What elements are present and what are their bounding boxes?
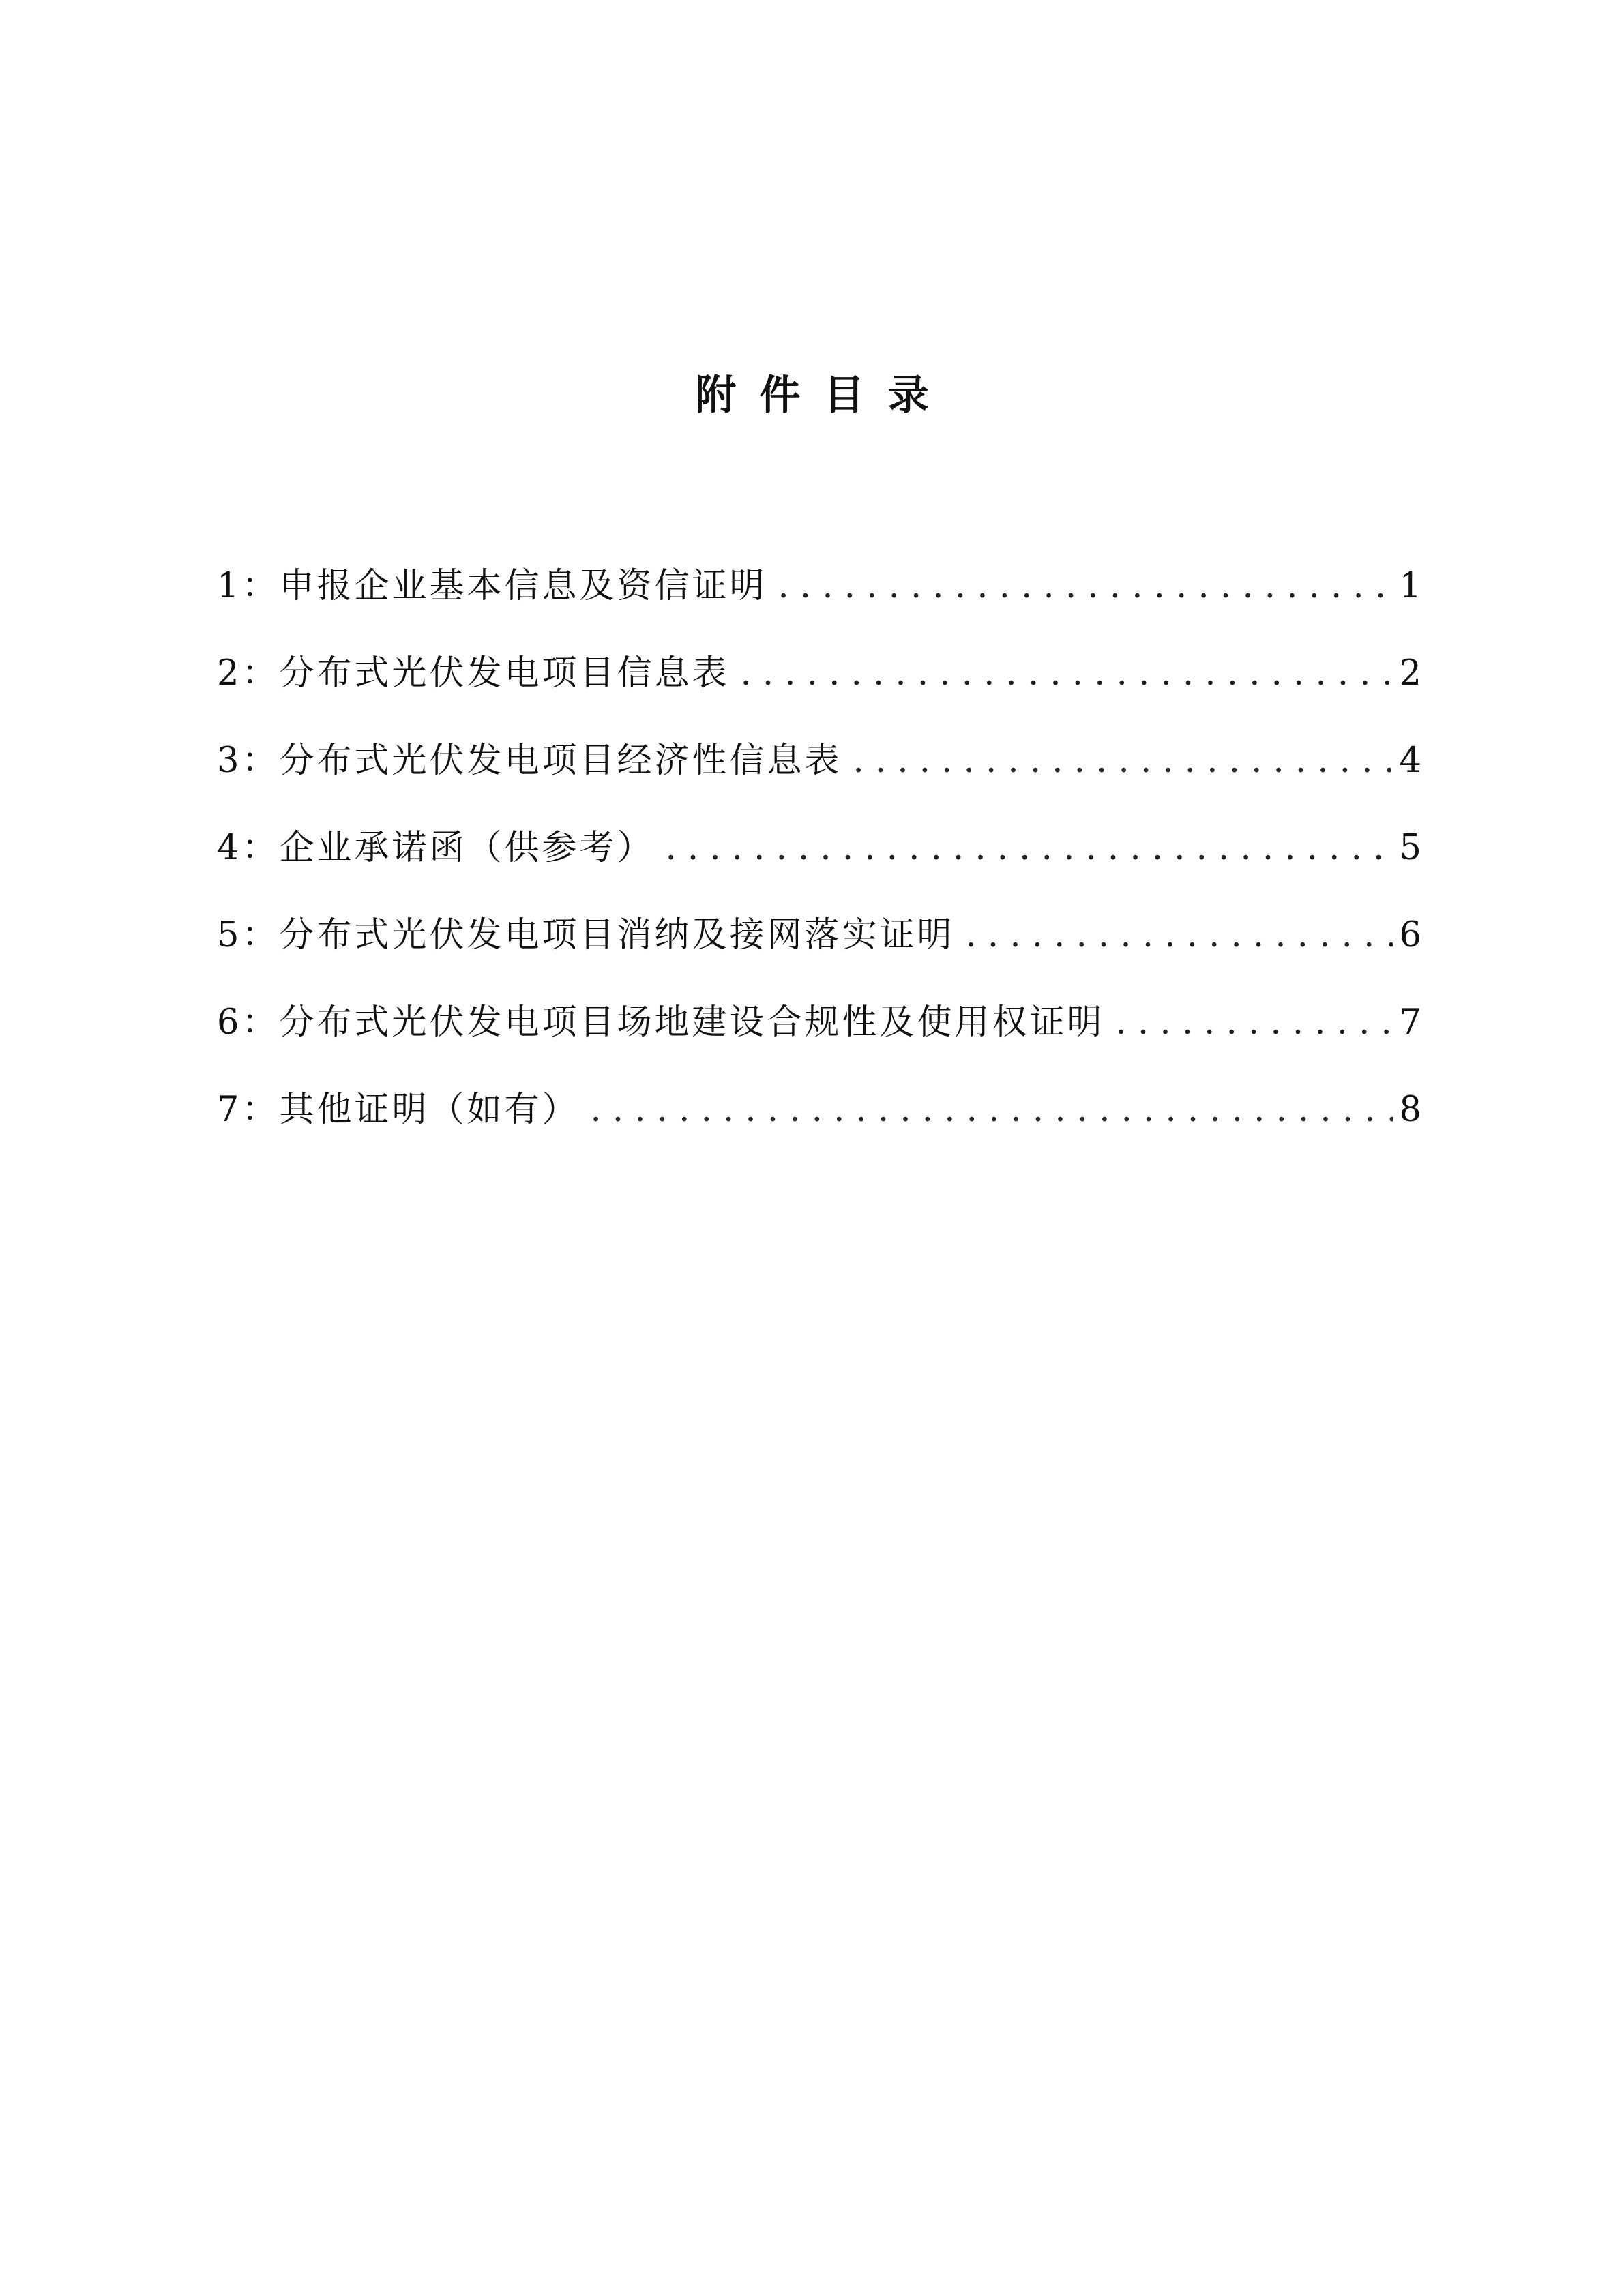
toc-dot-leader (590, 1079, 1392, 1141)
toc-entry-page: 5 (1399, 828, 1421, 868)
toc-entry-number: 7： (217, 1090, 280, 1130)
toc-entry (217, 643, 1421, 730)
toc-entry-title: 其他证明（如有） (279, 1090, 580, 1130)
toc-entry-page: 8 (1399, 1090, 1421, 1130)
toc-entry-title: 企业承诺函（供参考） (279, 828, 655, 868)
toc-entry (217, 1079, 1421, 1167)
toc-entry (217, 556, 1421, 643)
toc-entry-page: 6 (1399, 915, 1421, 955)
toc-dot-leader (665, 818, 1392, 879)
toc-dot-leader (1115, 992, 1392, 1054)
toc-entry-number: 3： (217, 741, 280, 781)
toc-entry-title: 分布式光伏发电项目经济性信息表 (279, 741, 842, 781)
toc-entry-page: 2 (1399, 653, 1421, 694)
toc-entry-page: 1 (1399, 566, 1421, 606)
toc-dot-leader (740, 643, 1392, 704)
toc-entry-title: 分布式光伏发电项目消纳及接网落实证明 (279, 915, 955, 955)
toc-dot-leader (778, 556, 1392, 617)
toc-entry (217, 818, 1421, 905)
toc-dot-leader (853, 730, 1392, 792)
toc-entry-number: 1： (217, 566, 280, 606)
toc-entry-number: 2： (217, 653, 280, 694)
toc-entry-title: 分布式光伏发电项目信息表 (279, 653, 730, 694)
table-of-contents (217, 556, 1421, 1167)
page-title: 附件目录 (695, 372, 952, 419)
toc-entry (217, 730, 1421, 818)
toc-dot-leader (965, 905, 1392, 966)
toc-entry-page: 7 (1399, 1002, 1421, 1043)
toc-entry-title: 分布式光伏发电项目场地建设合规性及使用权证明 (279, 1002, 1105, 1043)
toc-entry-number: 5： (217, 915, 280, 955)
toc-entry-title: 申报企业基本信息及资信证明 (279, 566, 767, 606)
toc-entry-page: 4 (1399, 741, 1421, 781)
toc-entry (217, 992, 1421, 1079)
toc-entry (217, 905, 1421, 992)
toc-entry-number: 4： (217, 828, 280, 868)
toc-entry-number: 6： (217, 1002, 280, 1043)
